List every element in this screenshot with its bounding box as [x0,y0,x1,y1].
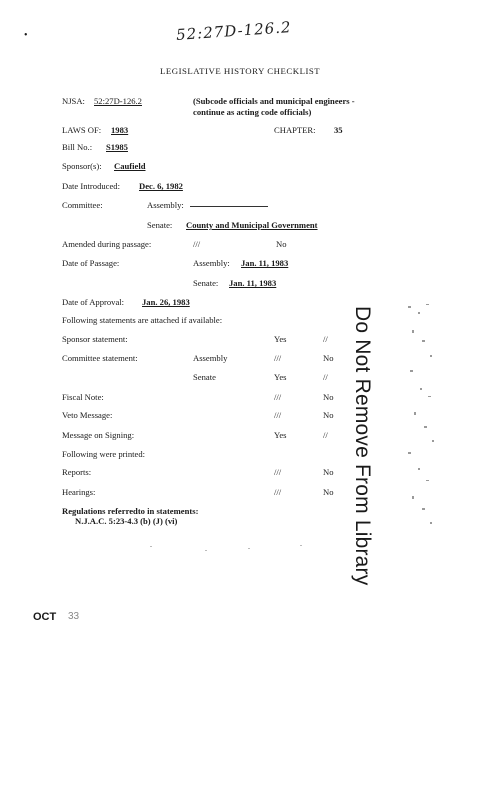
date-introduced-value: Dec. 6, 1982 [139,181,183,191]
chapter-label: CHAPTER: [274,125,316,135]
committee-assembly-blank-line [190,206,268,207]
statement-no: // [323,334,328,344]
statement-no: No [323,353,334,363]
handwritten-statute-number: 52:27D-126.2 [175,17,293,45]
statement-yes: Yes [274,334,287,344]
scan-speck [205,550,207,551]
regulations-label: Regulations referredto in statements: [62,506,199,516]
passage-senate-value: Jan. 11, 1983 [229,278,277,288]
sponsor-value: Caufield [114,161,146,171]
following-attached-heading: Following statements are attached if available: [62,315,223,325]
printed-label: Hearings: [62,487,96,497]
statement-yes: /// [274,392,282,402]
passage-senate-label: Senate: [193,278,219,288]
statement-yes: /// [274,410,282,420]
printed-yes: /// [274,487,282,497]
committee-senate-value: County and Municipal Government [186,220,318,230]
njsa-label: NJSA: [62,96,85,106]
approval-label: Date of Approval: [62,297,125,307]
statement-no: // [323,372,328,382]
laws-of-label: LAWS OF: [62,125,102,135]
received-stamp-month: OCT [33,611,57,623]
do-not-remove-stamp: Do Not Remove From Library [351,306,374,586]
passage-label: Date of Passage: [62,258,120,268]
committee-assembly-row [147,200,268,210]
statement-yes: Yes [274,372,287,382]
statement-no: No [323,410,334,420]
statement-yes: Yes [274,430,287,440]
statement-label: Committee statement: [62,353,138,363]
scan-speck [150,546,152,547]
amended-label: Amended during passage: [62,239,152,249]
printed-no: No [323,487,334,497]
statement-label: Sponsor statement: [62,334,128,344]
regulations-value: N.J.A.C. 5:23-4.3 (b) (J) (vi) [75,516,178,526]
scan-speck [248,548,250,549]
statement-label: Veto Message: [62,410,113,420]
statement-sub: Assembly [193,353,228,363]
amended-value: No [276,239,287,249]
committee-label: Committee: [62,200,103,210]
amended-mark: /// [193,239,201,249]
committee-assembly-label: Assembly: [147,200,184,210]
committee-senate-label: Senate: [147,220,173,230]
passage-assembly-label: Assembly: [193,258,230,268]
passage-assembly-value: Jan. 11, 1983 [241,258,289,268]
approval-value: Jan. 26, 1983 [142,297,190,307]
statement-label: Message on Signing: [62,430,135,440]
scan-speck [300,545,302,546]
received-stamp-day: 33 [68,611,80,622]
stamp-noise [404,300,440,540]
printed-no: No [323,467,334,477]
statement-no: No [323,392,334,402]
sponsor-label: Sponsor(s): [62,161,102,171]
statement-no: // [323,430,328,440]
bill-no-value: S1985 [106,142,128,152]
printed-yes: /// [274,467,282,477]
statement-yes: /// [274,353,282,363]
laws-of-value: 1983 [111,125,129,135]
statement-sub: Senate [193,372,216,382]
chapter-value: 35 [334,125,343,135]
document-title: LEGISLATIVE HISTORY CHECKLIST [160,66,321,76]
njsa-note-line2: continue as acting code officials) [193,107,312,117]
statement-label: Fiscal Note: [62,392,104,402]
following-printed-heading: Following were printed: [62,449,146,459]
njsa-note-line1: (Subcode officials and municipal engineers - [193,96,355,106]
margin-speck: • [24,30,28,41]
njsa-value: 52:27D-126.2 [94,96,142,106]
date-introduced-label: Date Introduced: [62,181,120,191]
bill-no-label: Bill No.: [62,142,93,152]
printed-label: Reports: [62,467,92,477]
